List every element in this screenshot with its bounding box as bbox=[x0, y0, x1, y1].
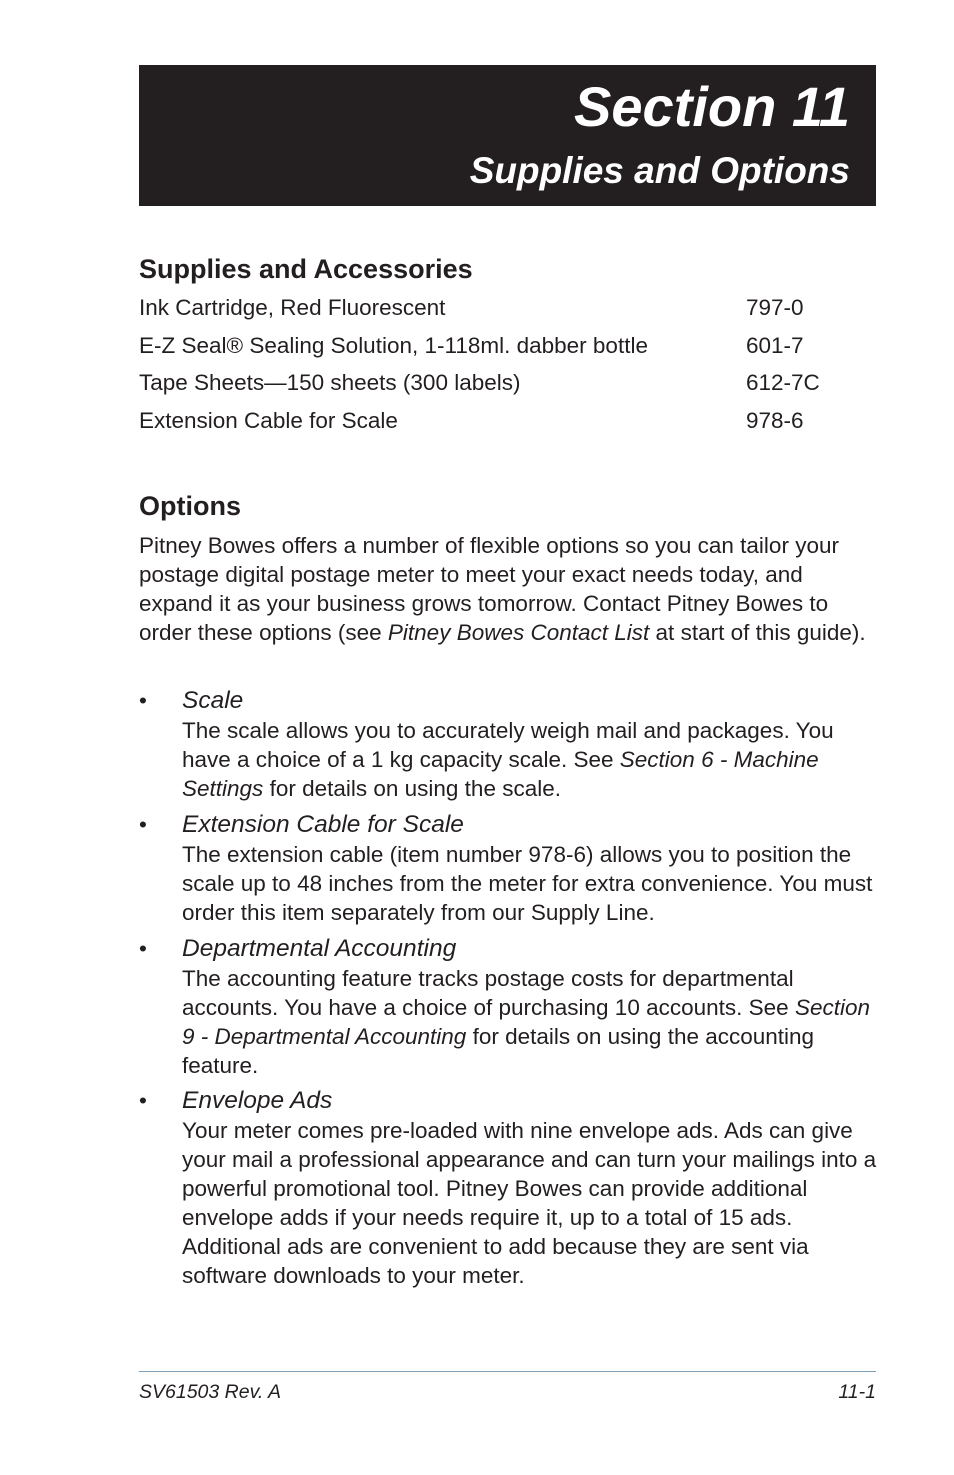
bullet: • bbox=[139, 1088, 147, 1113]
supply-name: Ink Cartridge, Red Fluorescent bbox=[139, 295, 446, 320]
supply-number: 612-7C bbox=[746, 370, 820, 395]
supply-number: 978-6 bbox=[746, 408, 804, 433]
bullet: • bbox=[139, 936, 147, 961]
supply-row bbox=[139, 294, 876, 322]
footer-page-number: 11-1 bbox=[838, 1381, 876, 1403]
option-title: Departmental Accounting bbox=[182, 935, 457, 962]
options-intro-text-end: at start of this guide). bbox=[649, 620, 866, 645]
contact-list-reference: Pitney Bowes Contact List bbox=[387, 620, 650, 645]
option-description-text-end: for details on using the accounting feature. bbox=[182, 1024, 815, 1078]
supply-name: Extension Cable for Scale bbox=[139, 408, 398, 433]
option-description: The extension cable (item number 978-6) allows you to position the scale up to 48 inches from the meter for extra convenience. You must order this item separately from our Supply Line. bbox=[182, 842, 873, 925]
section-reference: Section 6 - Machine Settings bbox=[182, 747, 819, 801]
footer-rule bbox=[139, 1371, 876, 1372]
section-reference: Section 9 - Departmental Accounting bbox=[182, 995, 870, 1049]
option-description-text-end: for details on using the scale. bbox=[263, 776, 561, 801]
option-title: Envelope Ads bbox=[182, 1087, 333, 1114]
supply-name: E-Z Seal® Sealing Solution, 1-118ml. dabber bottle bbox=[139, 333, 648, 358]
option-description-text: The scale allows you to accurately weigh mail and packages. You have a choice of a 1 kg capacity scale. See bbox=[182, 718, 834, 772]
option-description bbox=[182, 964, 882, 1080]
bullet: • bbox=[139, 812, 147, 837]
supply-number: 797-0 bbox=[746, 295, 804, 320]
supply-row bbox=[139, 332, 876, 360]
section-title: Supplies and Options bbox=[469, 150, 850, 191]
footer-doc-id: SV61503 Rev. A bbox=[139, 1381, 282, 1403]
supply-row bbox=[139, 407, 876, 435]
option-title: Scale bbox=[182, 687, 244, 714]
section-banner bbox=[139, 65, 876, 206]
supplies-heading: Supplies and Accessories bbox=[139, 254, 473, 284]
options-intro-text: Pitney Bowes offers a number of flexible options so you can tailor your postage digital postage meter to meet your exact needs today, and expand it as your business grows tomorrow. Contact Pitney Bowes to order these options (see bbox=[139, 533, 839, 645]
supply-name: Tape Sheets—150 sheets (300 labels) bbox=[139, 370, 521, 395]
option-title: Extension Cable for Scale bbox=[182, 811, 464, 838]
supply-row bbox=[139, 369, 876, 397]
option-description: Your meter comes pre-loaded with nine envelope ads. Ads can give your mail a professional appearance and can turn your mailings into a powerful promotional tool. Pitney Bowes can provide additional envelope adds if your needs require it, up to a total of 15 ads. Additional ads are convenient to add because they are sent via software downloads to your meter. bbox=[182, 1118, 877, 1288]
options-intro bbox=[139, 531, 879, 647]
options-heading: Options bbox=[139, 491, 241, 521]
supply-number: 601-7 bbox=[746, 333, 804, 358]
option-description bbox=[182, 716, 882, 803]
section-number: Section 11 bbox=[574, 75, 850, 138]
bullet: • bbox=[139, 688, 147, 713]
option-description-text: The accounting feature tracks postage costs for departmental accounts. You have a choice of purchasing 10 accounts. See bbox=[182, 966, 795, 1020]
